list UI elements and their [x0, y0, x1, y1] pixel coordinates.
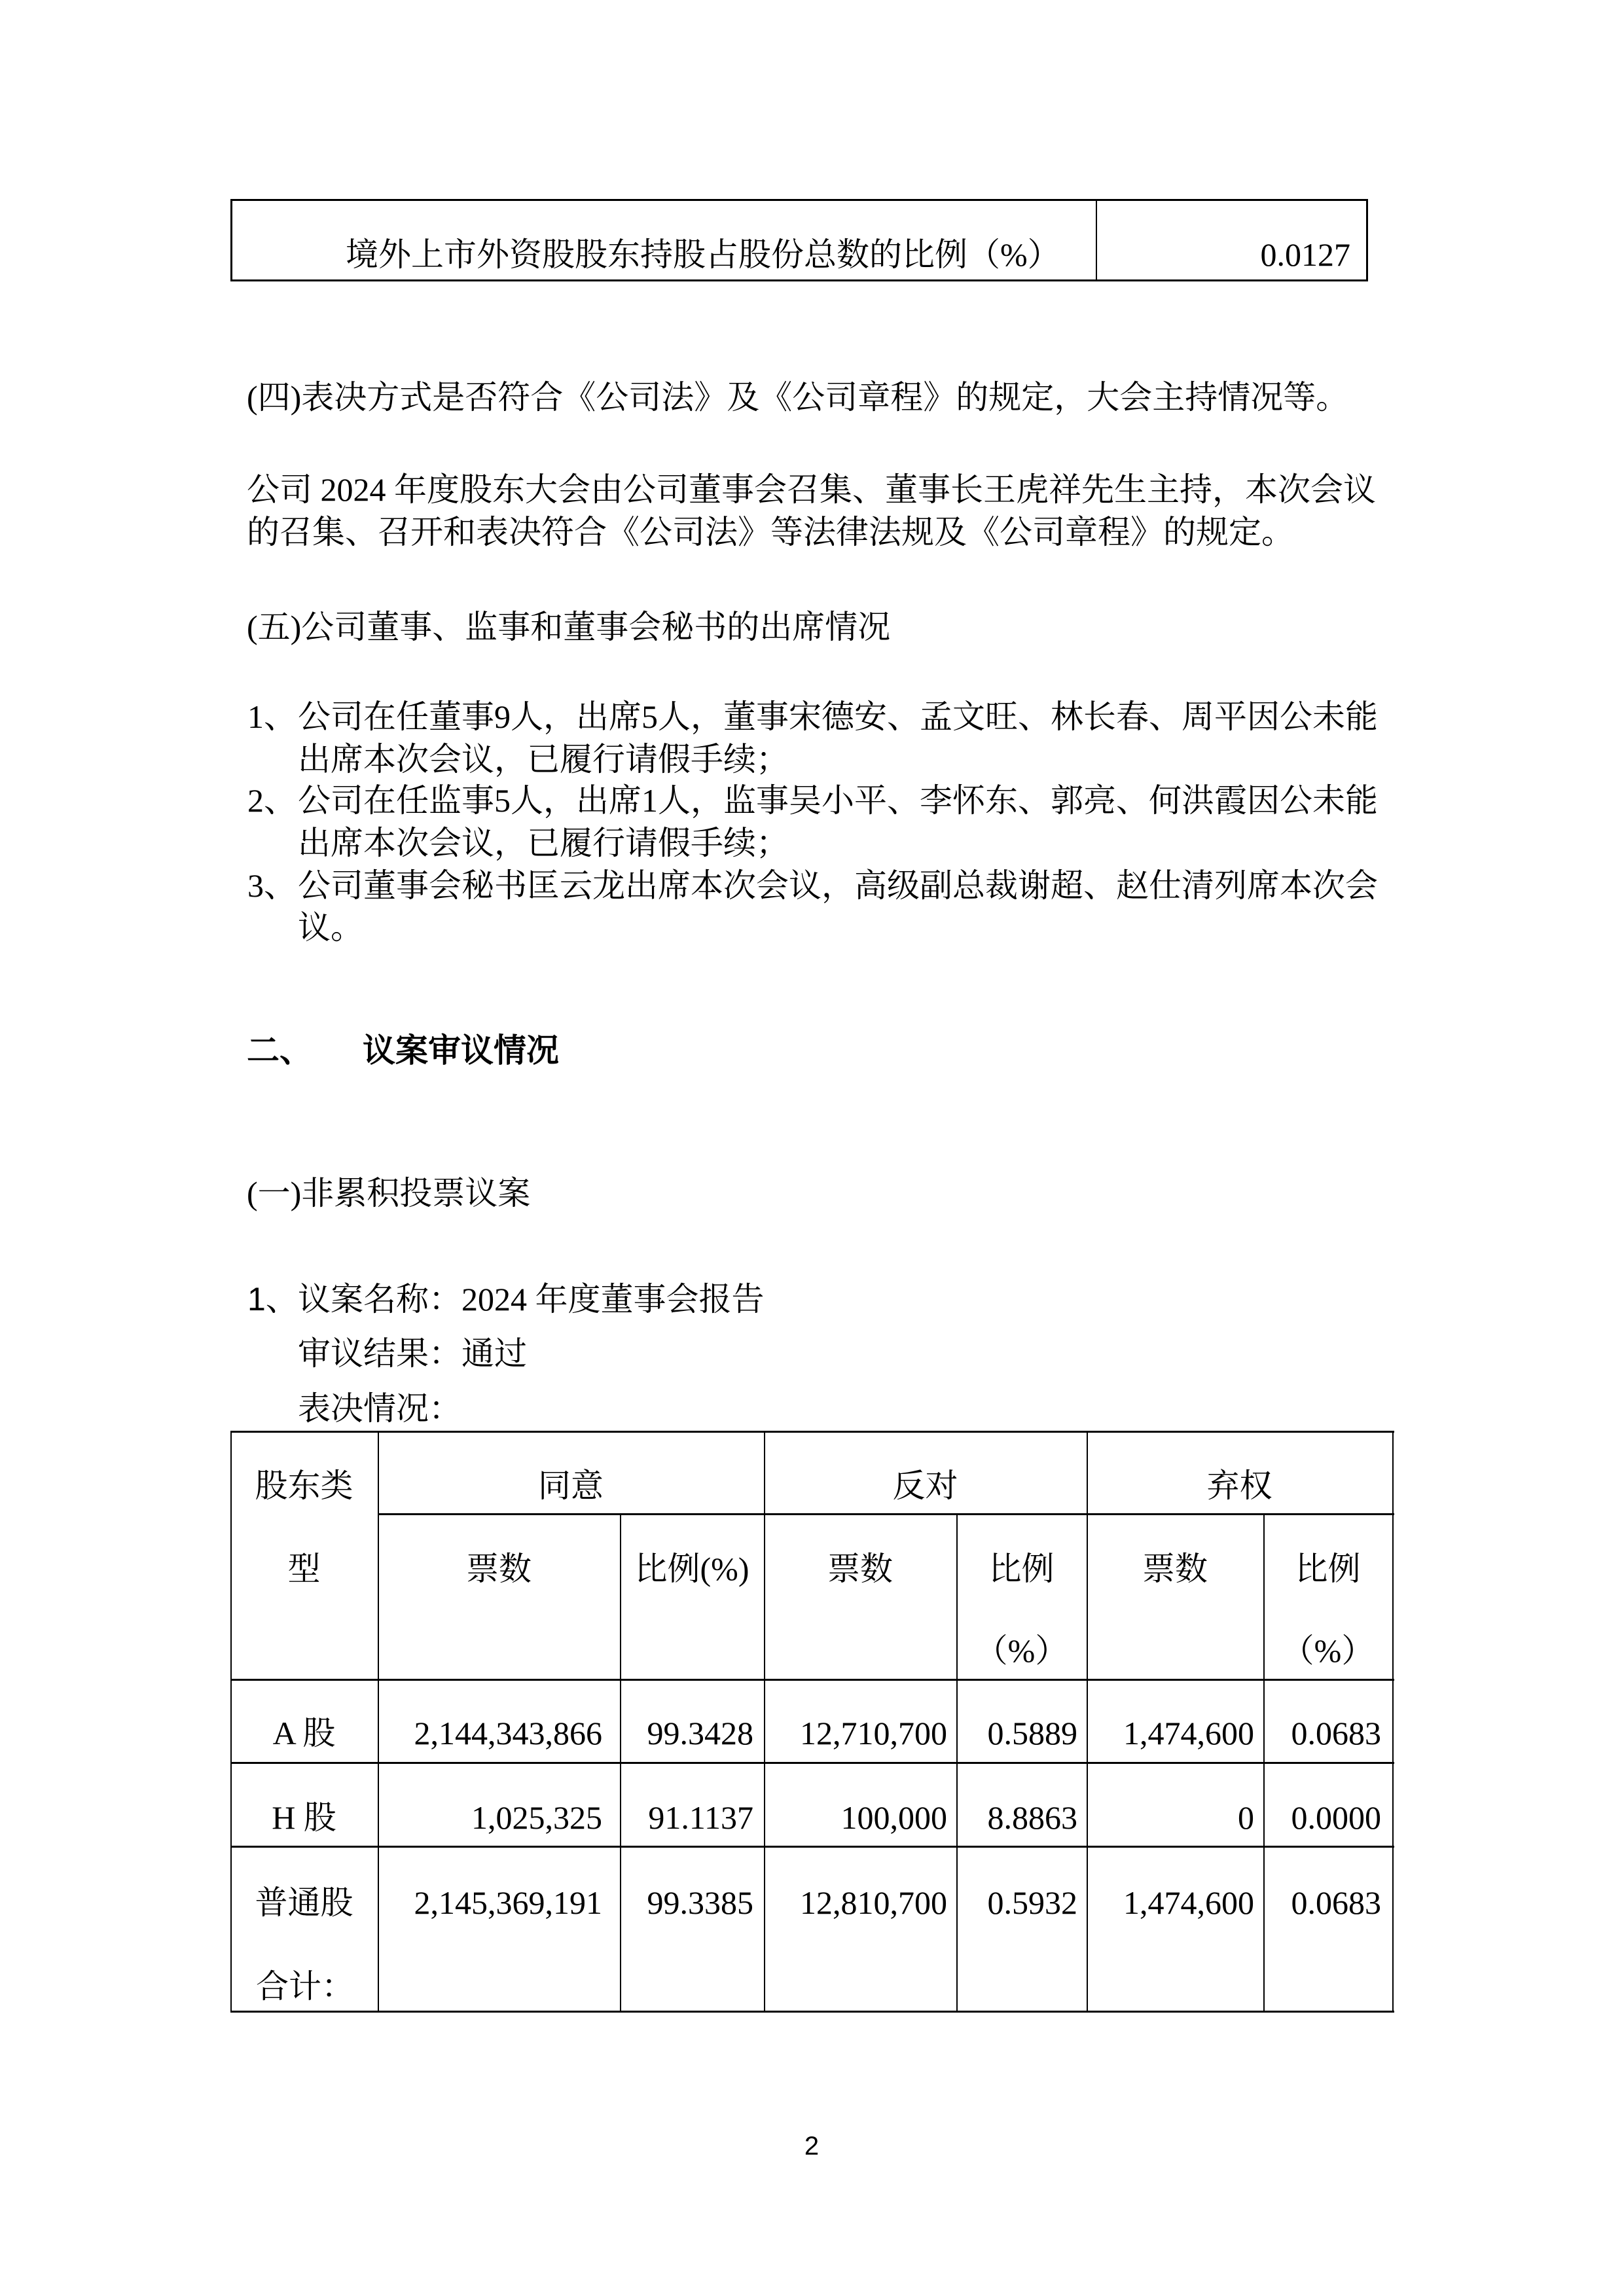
- header-shareholder-type-line-2: 型: [287, 1551, 321, 1587]
- table-border-right: [1392, 1431, 1394, 2013]
- table-line-row-h: [230, 1846, 1394, 1848]
- header-for-votes: 票数: [466, 1551, 532, 1587]
- motion-name-value: 2024 年度董事会报告: [461, 1281, 765, 1318]
- header-against-votes: 票数: [827, 1551, 893, 1587]
- section-4-paragraph-line-2: 的召集、召开和表决符合《公司法》等法律法规及《公司章程》的规定。: [247, 514, 1294, 550]
- header-abstain-ratio: 比例: [1295, 1551, 1361, 1587]
- abstain-votes: 0: [1238, 1799, 1254, 1836]
- attendance-item-2-line-2: 出席本次会议，已履行请假手续；: [298, 825, 789, 861]
- vote-table: [230, 1431, 1393, 2013]
- attendance-item-1-number: 1、: [247, 698, 297, 735]
- motion-result-label: 审议结果：: [298, 1335, 461, 1372]
- for-ratio: 99.3428: [647, 1715, 753, 1751]
- header-group-abstain: 弃权: [1206, 1467, 1272, 1504]
- table-border-top: [230, 1431, 1394, 1433]
- abstain-votes: 1,474,600: [1123, 1884, 1254, 1921]
- against-votes: 12,810,700: [800, 1884, 947, 1921]
- section-4-paragraph-line-1: 公司 2024 年度股东大会由公司董事会召集、董事长王虎祥先生主持，本次会议: [247, 471, 1376, 508]
- attendance-item-3-line-1: 公司董事会秘书匡云龙出席本次会议，高级副总裁谢超、赵仕清列席本次会: [298, 867, 1378, 904]
- attendance-item-3-number: 3、: [247, 867, 297, 904]
- subsection-1-heading: (一)非累积投票议案: [247, 1175, 531, 1211]
- against-votes: 100,000: [840, 1799, 947, 1836]
- page-number: 2: [804, 2132, 820, 2161]
- motion-result-value: 通过: [461, 1335, 527, 1372]
- abstain-ratio: 0.0683: [1291, 1715, 1381, 1751]
- abstain-votes: 1,474,600: [1123, 1715, 1254, 1751]
- against-ratio: 8.8863: [987, 1799, 1077, 1836]
- header-against-ratio-unit: （%）: [975, 1632, 1068, 1669]
- row-type-line-2: 合计：: [256, 1968, 354, 2005]
- summary-label: 境外上市外资股股东持股占股份总数的比例（%）: [346, 236, 1060, 273]
- motion-1-vote-label: 表决情况：: [298, 1390, 461, 1427]
- summary-value: 0.0127: [1260, 236, 1350, 273]
- table-line-row-a: [230, 1762, 1394, 1764]
- attendance-item-1-line-1: 公司在任董事9人，出席5人，董事宋德安、孟文旺、林长春、周平因公未能: [298, 698, 1378, 735]
- attendance-item-1-line-2: 出席本次会议，已履行请假手续；: [298, 741, 789, 778]
- for-votes: 2,145,369,191: [414, 1884, 602, 1921]
- motion-1-number: 1、: [247, 1281, 298, 1318]
- motion-1-name: [298, 1278, 765, 1320]
- for-ratio: 91.1137: [648, 1799, 753, 1836]
- against-ratio: 0.5932: [987, 1884, 1077, 1921]
- attendance-item-3-line-2: 议。: [298, 909, 363, 946]
- abstain-ratio: 0.0000: [1291, 1799, 1381, 1836]
- abstain-ratio: 0.0683: [1291, 1884, 1381, 1921]
- for-ratio: 99.3385: [647, 1884, 753, 1921]
- header-abstain-votes: 票数: [1142, 1551, 1208, 1587]
- section-5-heading: (五)公司董事、监事和董事会秘书的出席情况: [247, 609, 891, 645]
- against-votes: 12,710,700: [800, 1715, 947, 1751]
- header-group-for: 同意: [538, 1467, 604, 1504]
- row-type: A 股: [272, 1715, 336, 1751]
- header-for-ratio: 比例(%): [634, 1551, 749, 1587]
- table-line-header-mid: [378, 1513, 1394, 1515]
- attendance-item-2-number: 2、: [247, 782, 297, 819]
- header-against-ratio: 比例: [988, 1551, 1055, 1587]
- section-4-heading: (四)表决方式是否符合《公司法》及《公司章程》的规定，大会主持情况等。: [247, 379, 1349, 416]
- table-divider: [1096, 201, 1097, 279]
- part-2-number: 二、: [247, 1032, 312, 1069]
- attendance-item-2-line-1: 公司在任监事5人，出席1人，监事吴小平、李怀东、郭亮、何洪霞因公未能: [298, 782, 1378, 819]
- part-2-title: 议案审议情况: [363, 1032, 559, 1069]
- row-type: 普通股: [255, 1884, 353, 1921]
- header-shareholder-type-line-1: 股东类: [255, 1467, 353, 1504]
- for-votes: 1,025,325: [471, 1799, 602, 1836]
- header-abstain-ratio-unit: （%）: [1281, 1632, 1375, 1669]
- for-votes: 2,144,343,866: [414, 1715, 602, 1751]
- table-border-bottom: [230, 2011, 1394, 2013]
- motion-1-result: [298, 1333, 527, 1374]
- against-ratio: 0.5889: [987, 1715, 1077, 1751]
- summary-table: [230, 199, 1368, 281]
- row-type: H 股: [272, 1799, 336, 1836]
- table-line-header-bottom: [230, 1679, 1394, 1681]
- motion-name-label: 议案名称：: [298, 1281, 461, 1318]
- header-group-against: 反对: [892, 1467, 958, 1504]
